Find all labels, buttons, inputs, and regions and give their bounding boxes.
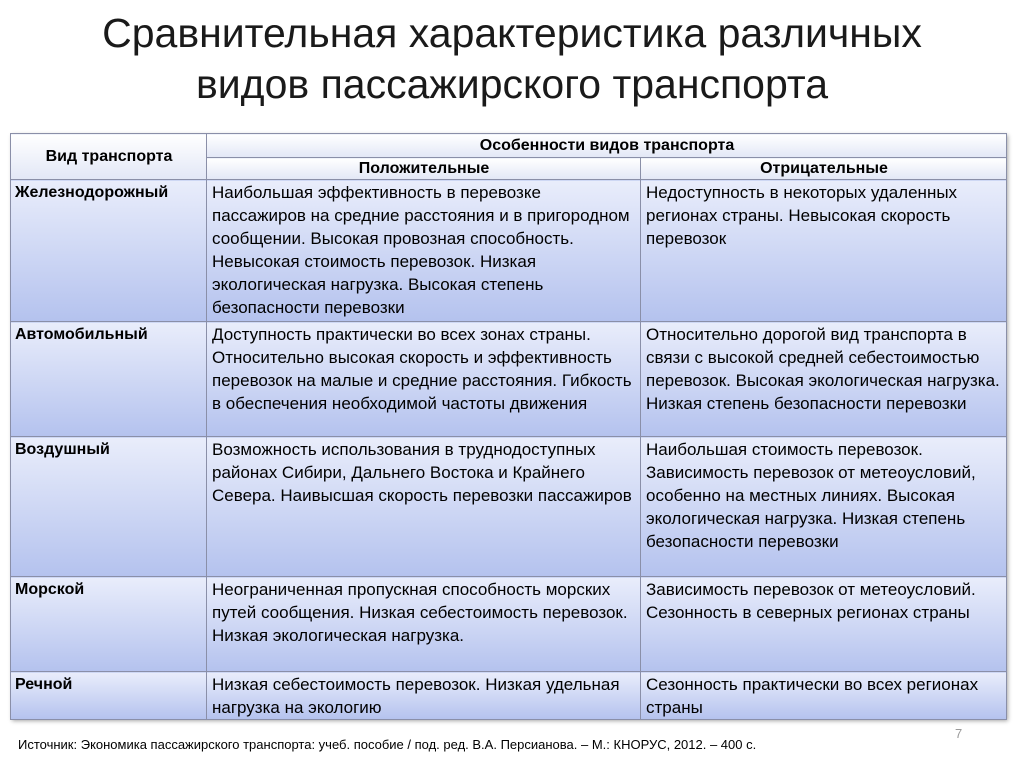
row-name: Автомобильный <box>11 322 207 437</box>
row-negative: Наибольшая стоимость перевозок. Зависимость перевозок от метеоусловий, особенно на местных линиях. Высокая экологическая нагрузка. Низкая степень безопасности перевозки <box>641 437 1007 577</box>
row-positive: Неограниченная пропускная способность морских путей сообщения. Низкая себестоимость перевозок. Низкая экологическая нагрузка. <box>207 577 641 672</box>
row-name: Железнодорожный <box>11 180 207 322</box>
table-header-row <box>11 134 1007 158</box>
row-name: Речной <box>11 672 207 720</box>
row-name: Воздушный <box>11 437 207 577</box>
header-transport-type: Вид транспорта <box>11 134 207 180</box>
row-positive: Низкая себестоимость перевозок. Низкая удельная нагрузка на экологию <box>207 672 641 720</box>
slide-title <box>0 8 1024 110</box>
page-number: 7 <box>955 726 963 741</box>
row-negative: Сезонность практически во всех регионах страны <box>641 672 1007 720</box>
row-name: Морской <box>11 577 207 672</box>
table-row <box>11 437 1007 577</box>
header-positive: Положительные <box>207 158 641 180</box>
row-positive: Доступность практически во всех зонах страны. Относительно высокая скорость и эффективность перевозок на малые и средние расстояния. Гибкость в обеспечения необходимой частоты движения <box>207 322 641 437</box>
row-positive: Наибольшая эффективность в перевозке пассажиров на средние расстояния и в пригородном сообщении. Высокая провозная способность. Невысокая стоимость перевозок. Низкая экологическая нагрузка. Высокая степень безопасности перевозки <box>207 180 641 322</box>
table-row <box>11 672 1007 720</box>
slide-title-line2: видов пассажирского транспорта <box>195 61 829 107</box>
table-row <box>11 322 1007 437</box>
comparison-table-wrapper <box>10 133 1006 719</box>
row-negative: Недоступность в некоторых удаленных регионах страны. Невысокая скорость перевозок <box>641 180 1007 322</box>
row-negative: Относительно дорогой вид транспорта в связи с высокой средней себестоимостью перевозок. Высокая экологическая нагрузка. Низкая степень безопасности перевозки <box>641 322 1007 437</box>
table-row <box>11 180 1007 322</box>
table-row <box>11 577 1007 672</box>
header-features: Особенности видов транспорта <box>207 134 1007 158</box>
row-negative: Зависимость перевозок от метеоусловий. Сезонность в северных регионах страны <box>641 577 1007 672</box>
slide-title-line1: Сравнительная характеристика различных <box>102 10 922 56</box>
header-negative: Отрицательные <box>641 158 1007 180</box>
comparison-table <box>10 133 1007 720</box>
source-citation: Источник: Экономика пассажирского транспорта: учеб. пособие / под. ред. В.А. Персианова. – М.: КНОРУС, 2012. – 400 с. <box>18 737 757 752</box>
row-positive: Возможность использования в труднодоступных районах Сибири, Дальнего Востока и Крайнего Севера. Наивысшая скорость перевозки пассажиров <box>207 437 641 577</box>
